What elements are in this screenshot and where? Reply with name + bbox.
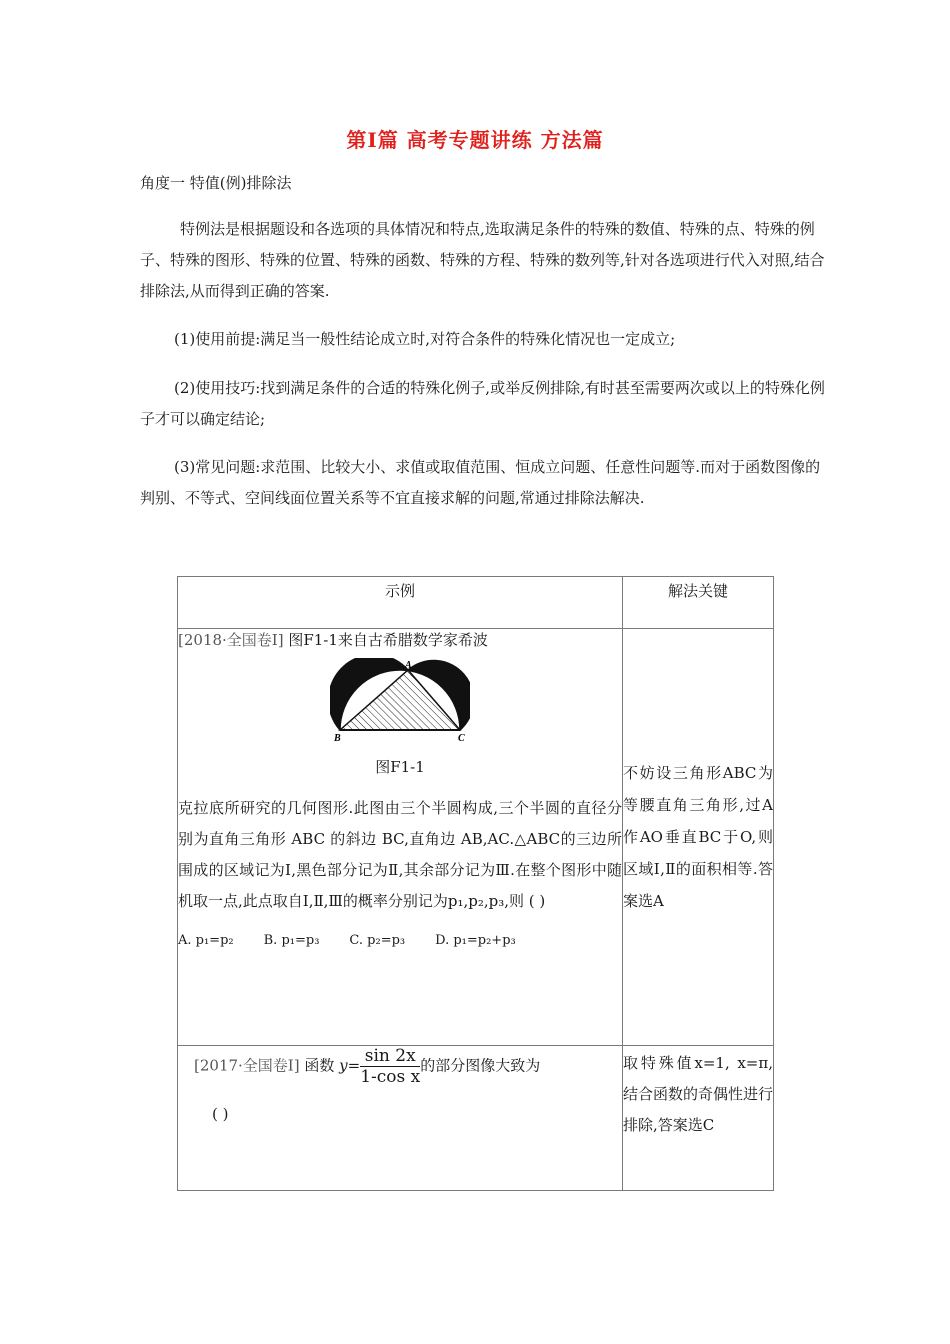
answer-options xyxy=(178,933,622,948)
label-c: C xyxy=(458,733,465,744)
example-cell-2 xyxy=(178,1046,623,1191)
example-table xyxy=(177,576,774,1191)
source-tag: [2018·全国卷Ⅰ] xyxy=(178,631,284,649)
table-header-row xyxy=(178,577,774,629)
source-tag: [2017·全国卷Ⅰ] xyxy=(194,1056,300,1075)
label-b: B xyxy=(334,733,341,744)
item-2-paragraph: (2)使用技巧:找到满足条件的合适的特殊化例子,或举反例排除,有时甚至需要两次或以上的特殊化例子才可以确定结论; xyxy=(140,379,825,428)
table-row xyxy=(178,629,774,1046)
option-a: A. p₁=p₂ xyxy=(178,933,234,948)
option-b: B. p₁=p₃ xyxy=(263,933,320,948)
question-1-lead xyxy=(178,629,622,650)
page-title: 第Ⅰ篇 高考专题讲练 方法篇 xyxy=(346,128,604,152)
question-2-lead-text: 函数 xyxy=(304,1056,335,1075)
option-c: C. p₂=p₃ xyxy=(349,933,406,948)
answer-paren: ( ) xyxy=(212,1105,229,1123)
section-heading: 角度一 特值(例)排除法 xyxy=(140,174,292,192)
header-example: 示例 xyxy=(178,577,623,629)
fraction xyxy=(360,1046,420,1087)
example-cell-1 xyxy=(178,629,623,1046)
table-row xyxy=(178,1046,774,1191)
intro-paragraph: 特例法是根据题设和各选项的具体情况和特点,选取满足条件的特殊的数值、特殊的点、特殊的例子、特殊的图形、特殊的位置、特殊的函数、特殊的方程、特殊的数列等,针对各选项进行代入对照,结合排除法,从而得到正确的答案. xyxy=(140,220,825,300)
semicircles-figure xyxy=(330,658,470,744)
fraction-numerator: sin 2x xyxy=(360,1046,420,1067)
key-2-text: 取特殊值x=1, x=π,结合函数的奇偶性进行排除,答案选C xyxy=(623,1054,774,1134)
key-cell-1 xyxy=(623,629,774,1046)
question-2-tail: 的部分图像大致为 xyxy=(420,1056,541,1075)
fraction-denominator: 1-cos x xyxy=(360,1067,421,1087)
header-key: 解法关键 xyxy=(623,577,774,629)
label-a: A xyxy=(405,660,412,671)
item-1-paragraph: (1)使用前提:满足当一般性结论成立时,对符合条件的特殊化情况也一定成立; xyxy=(174,330,676,348)
key-1-text: 不妨设三角形ABC为等腰直角三角形,过A作AO垂直BC于O,则区域Ⅰ,Ⅱ的面积相等.答案选A xyxy=(623,764,773,910)
function-var: y= xyxy=(339,1056,361,1075)
question-1-lead-text: 图F1-1来自古希腊数学家希波 xyxy=(288,631,488,649)
key-cell-2 xyxy=(623,1046,774,1191)
question-1-body: 克拉底所研究的几何图形.此图由三个半圆构成,三个半圆的直径分别为直角三角形 ABC 的斜边 BC,直角边 AB,AC.△ABC的三边所围成的区域记为Ⅰ,黑色部分记为Ⅱ,其余部分记为Ⅲ.在整个图形中随机取一点,此点取自Ⅰ,Ⅱ,Ⅲ的概率分别记为p₁,p₂,p₃,则 ( ) xyxy=(178,799,622,910)
item-3-paragraph: (3)常见问题:求范围、比较大小、求值或取值范围、恒成立问题、任意性问题等.而对于函数图像的判别、不等式、空间线面位置关系等不宜直接求解的问题,常通过排除法解决. xyxy=(140,458,821,507)
figure-f1-1 xyxy=(178,658,622,748)
question-2-lead xyxy=(178,1046,622,1087)
option-d: D. p₁=p₂+p₃ xyxy=(435,933,516,948)
figure-caption: 图F1-1 xyxy=(375,758,425,776)
